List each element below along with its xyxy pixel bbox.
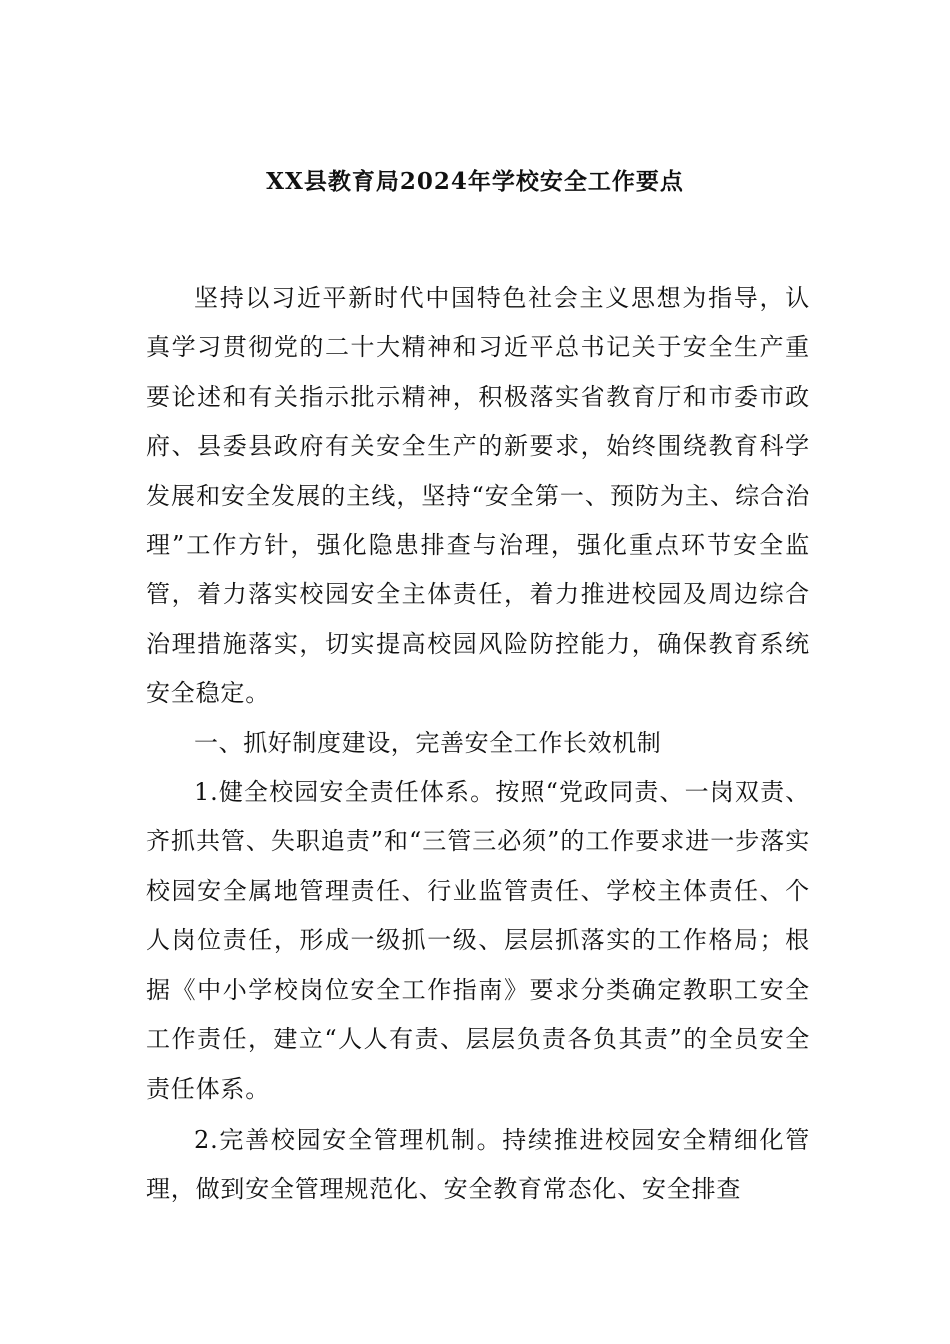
paragraph-item-1: 1.健全校园安全责任体系。按照“党政同责、一岗双责、齐抓共管、失职追责”和“三管三必须”的工作要求进一步落实校园安全属地管理责任、行业监管责任、学校主体责任、个人岗位责任，形成一级抓一级、层层抓落实的工作格局；根据《中小学校岗位安全工作指南》要求分类确定教职工安全工作责任，建立“人人有责、层层负责各负其责”的全员安全责任体系。 — [146, 778, 810, 1103]
document-title: XX县教育局2024年学校安全工作要点 — [266, 168, 684, 195]
paragraph-item-2: 2.完善校园安全管理机制。持续推进校园安全精细化管理，做到安全管理规范化、安全教育常态化、安全排查 — [146, 1125, 810, 1204]
document-body — [146, 274, 810, 1215]
paragraph-intro: 坚持以习近平新时代中国特色社会主义思想为指导，认真学习贯彻党的二十大精神和习近平总书记关于安全生产重要论述和有关指示批示精神，积极落实省教育厅和市委市政府、县委县政府有关安全生产的新要求，始终围绕教育科学发展和安全发展的主线，坚持“安全第一、预防为主、综合治理”工作方针，强化隐患排查与治理，强化重点环节安全监管，着力落实校园安全主体责任，着力推进校园及周边综合治理措施落实，切实提高校园风险防控能力，确保教育系统安全稳定。 — [146, 284, 810, 708]
section-heading-1: 一、抓好制度建设，完善安全工作长效机制 — [194, 728, 662, 757]
